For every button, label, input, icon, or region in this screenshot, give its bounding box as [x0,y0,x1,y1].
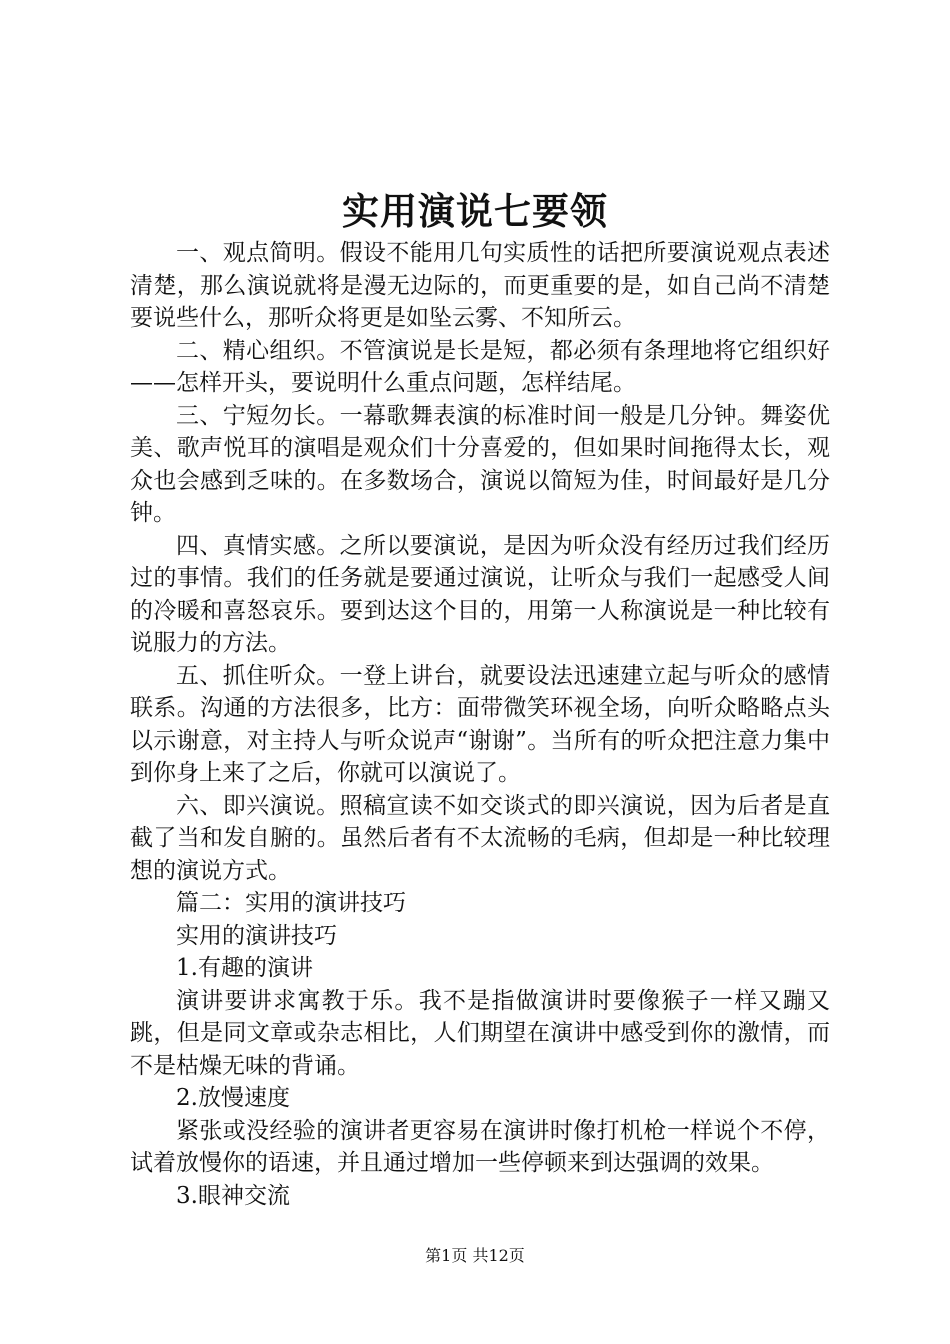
paragraph: 二、精心组织。不管演说是长是短，都必须有条理地将它组织好——怎样开头，要说明什么重点问题，怎样结尾。 [130,337,830,396]
paragraph: 一、观点简明。假设不能用几句实质性的话把所要演说观点表述清楚，那么演说就将是漫无边际的，而更重要的是，如自己尚不清楚要说些什么，那听众将更是如坠云雾、不知所云。 [130,240,830,331]
page-footer: 第1页 共12页 [425,1246,525,1265]
paragraph: 四、真情实感。之所以要演说，是因为听众没有经历过我们经历过的事情。我们的任务就是要通过演说，让听众与我们一起感受人间的冷暖和喜怒哀乐。要到达这个目的，用第一人称演说是一种比较有说服力的方法。 [130,532,830,656]
document-title: 实用演说七要领 [342,189,608,233]
document-body [130,237,830,1212]
item-heading: 2.放慢速度 [176,1085,290,1111]
subtitle: 实用的演讲技巧 [176,922,337,949]
section-heading: 篇二：实用的演讲技巧 [176,890,406,916]
paragraph: 五、抓住听众。一登上讲台，就要设法迅速建立起与听众的感情联系。沟通的方法很多，比方：面带微笑环视全场，向听众略略点头以示谢意，对主持人与听众说声“谢谢”。当所有的听众把注意力集中到你身上来了之后，你就可以演说了。 [130,662,830,786]
item-heading: 3.眼神交流 [176,1182,290,1209]
paragraph: 六、即兴演说。照稿宣读不如交谈式的即兴演说，因为后者是直截了当和发自腑的。虽然后者有不太流畅的毛病，但却是一种比较理想的演说方式。 [130,792,830,884]
item-heading: 1.有趣的演讲 [176,955,313,981]
paragraph: 演讲要讲求寓教于乐。我不是指做演讲时要像猴子一样又蹦又跳，但是同文章或杂志相比，人们期望在演讲中感受到你的激情，而不是枯燥无味的背诵。 [130,987,830,1079]
paragraph: 紧张或没经验的演讲者更容易在演讲时像打机枪一样说个不停，试着放慢你的语速，并且通过增加一些停顿来到达强调的效果。 [130,1117,830,1176]
paragraph: 三、宁短勿长。一幕歌舞表演的标准时间一般是几分钟。舞姿优美、歌声悦耳的演唱是观众们十分喜爱的，但如果时间拖得太长，观众也会感到乏味的。在多数场合，演说以简短为佳，时间最好是几分钟。 [130,402,830,526]
